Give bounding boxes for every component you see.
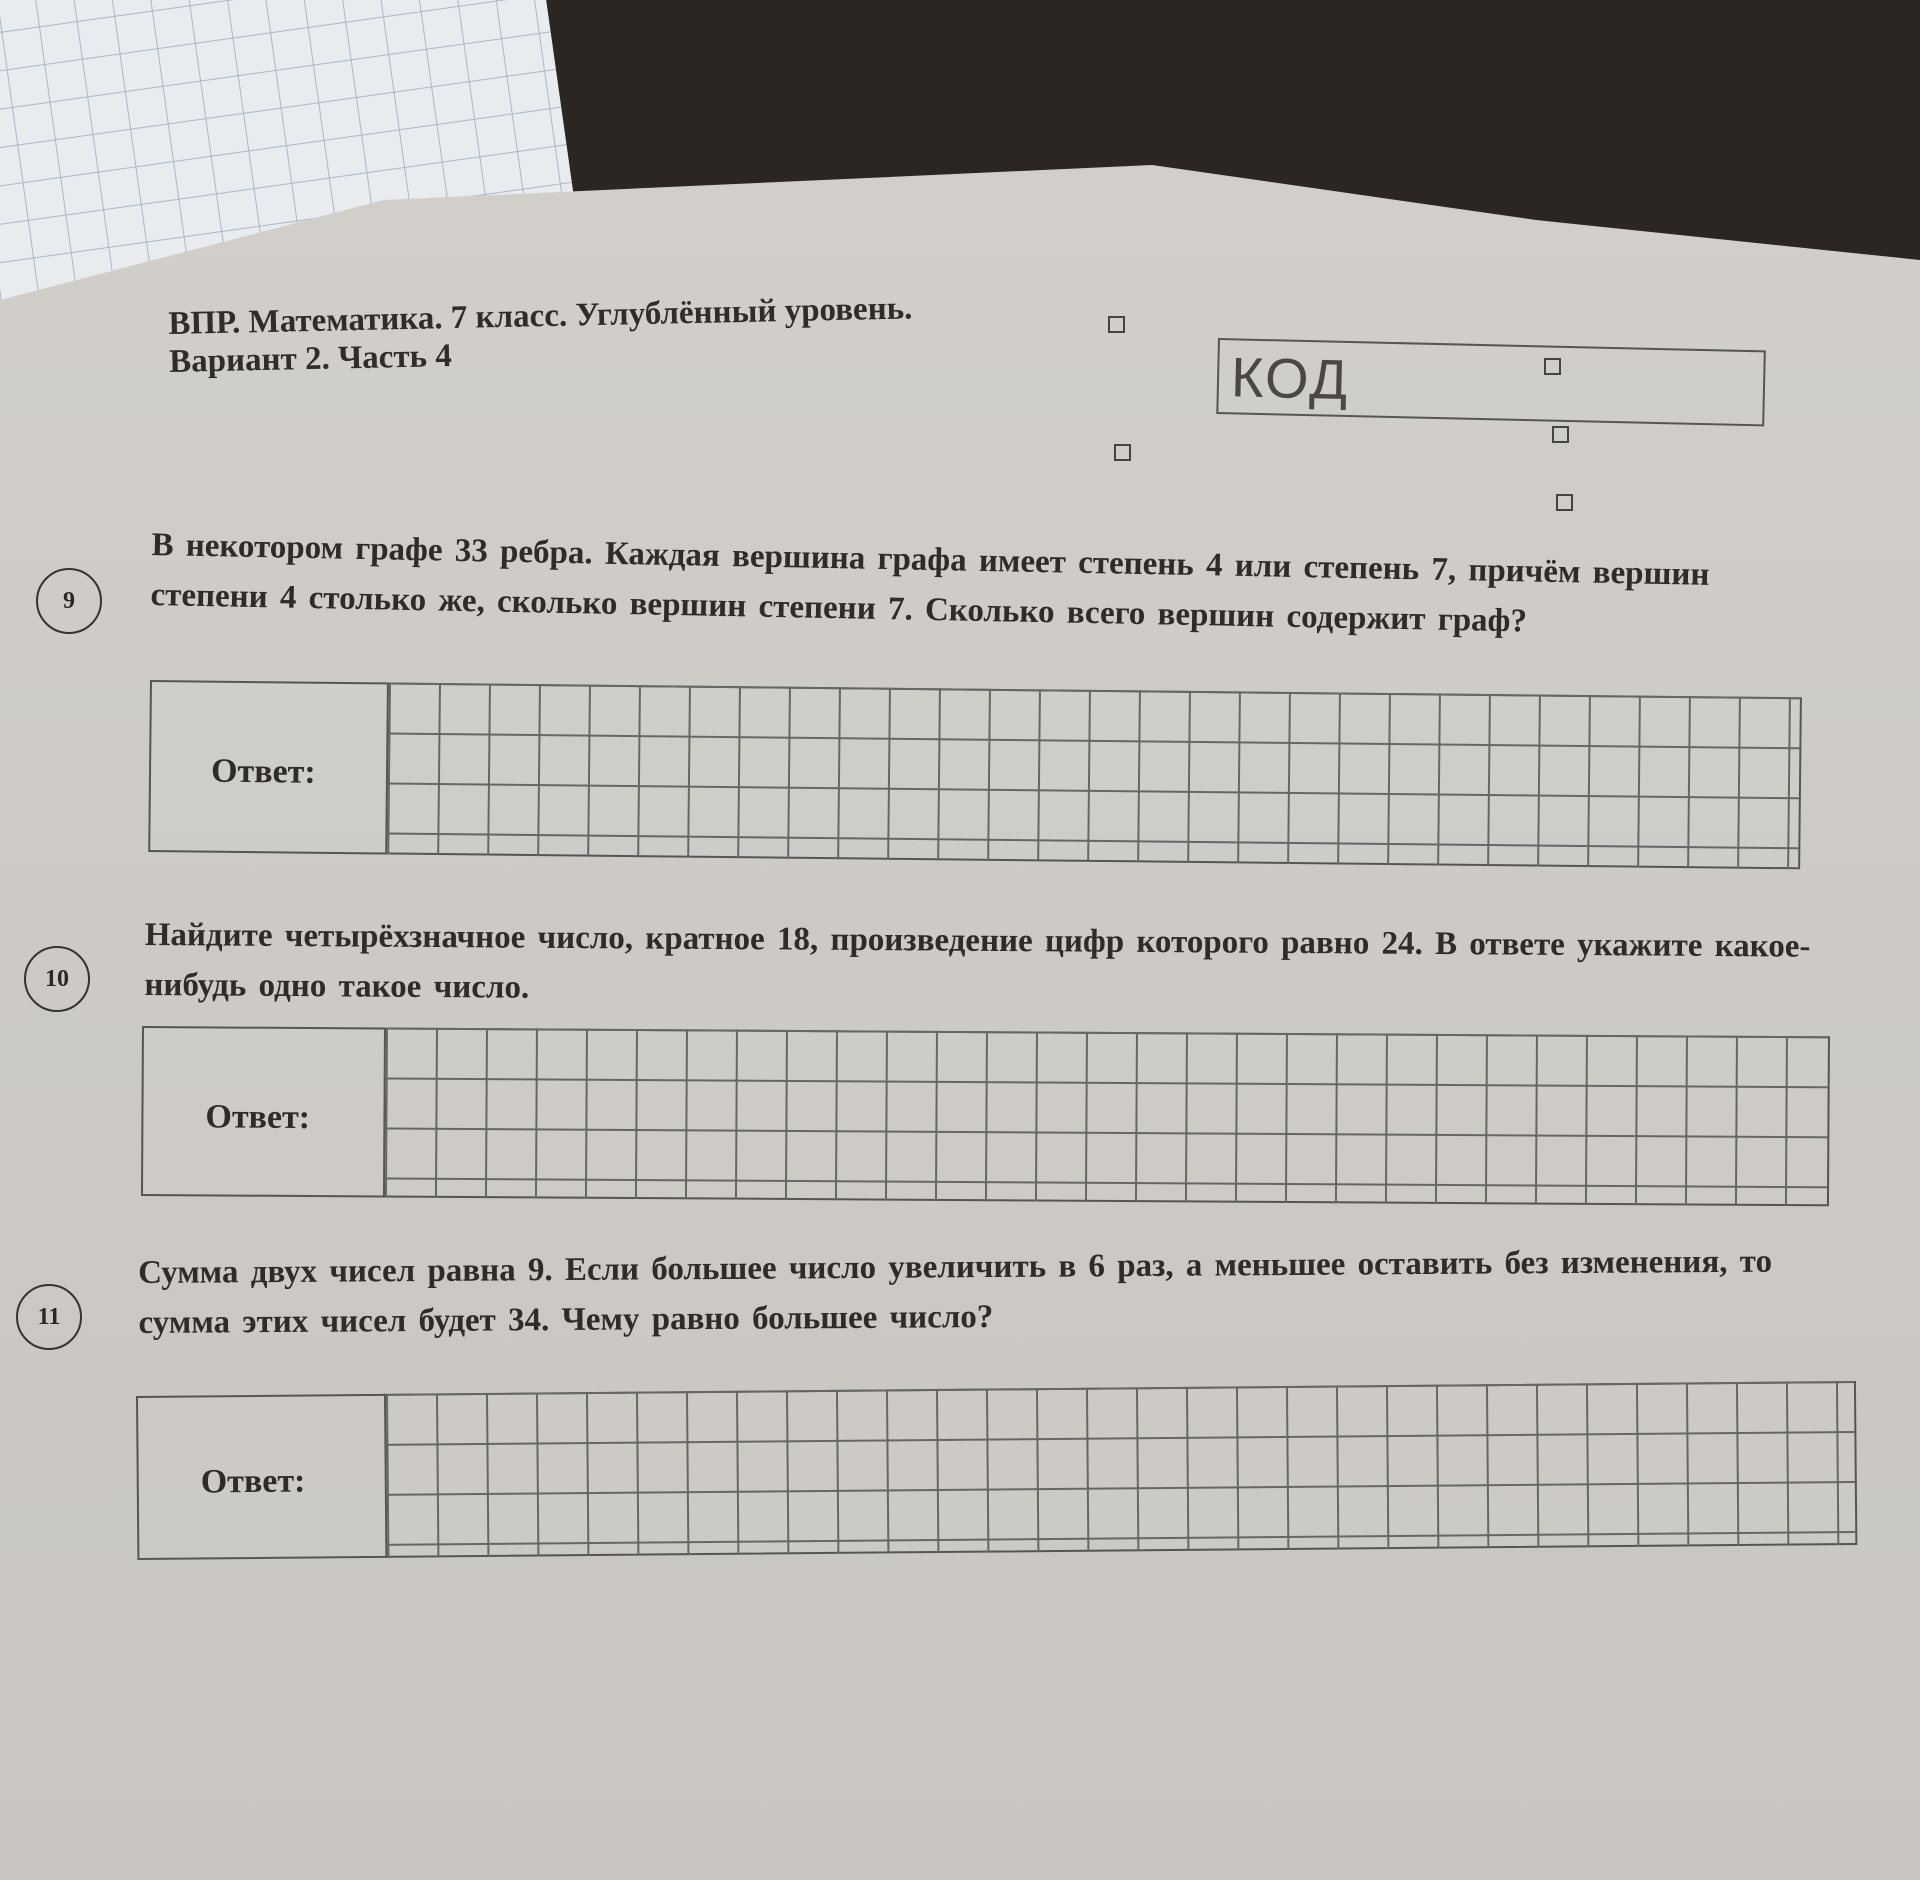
answer-box [148,680,1802,869]
answer-grid[interactable] [383,1027,1828,1206]
answer-grid[interactable] [384,1381,1855,1558]
task-number-badge: 9 [36,568,102,634]
answer-box [141,1026,1830,1206]
answer-label: Ответ: [205,1098,311,1137]
code-box[interactable] [1216,338,1766,426]
registration-marker [1552,426,1569,443]
registration-marker [1556,494,1573,511]
task-number-badge: 10 [24,946,90,1012]
answer-box [136,1381,1857,1560]
header-line-1: ВПР. Математика. 7 класс. Углублённый уровень. [168,290,913,342]
registration-marker [1108,316,1125,333]
page-header [168,289,914,381]
answer-label: Ответ: [210,752,316,791]
task-text: Сумма двух чисел равна 9. Если большее число увеличить в 6 раз, а меньшее оставить без изменения, то сумма этих чисел будет 34. Чему равно большее число? [138,1243,1773,1341]
header-line-2: Вариант 2. Часть 4 [168,338,453,380]
code-label: КОД [1230,345,1351,411]
task-text: В некотором графе 33 ребра. Каждая вершина графа имеет степень 4 или степень 7, причём вершин степени 4 столько же, сколько вершин степени 7. Сколько всего вершин содержит граф? [150,526,1710,640]
registration-marker [1114,444,1131,461]
answer-label: Ответ: [200,1462,306,1501]
task-number-badge: 11 [16,1284,82,1350]
task-text: Найдите четырёхзначное число, кратное 18, произведение цифр которого равно 24. В ответе укажите какое-нибудь одно такое число. [144,916,1811,1006]
answer-grid[interactable] [385,682,1800,869]
